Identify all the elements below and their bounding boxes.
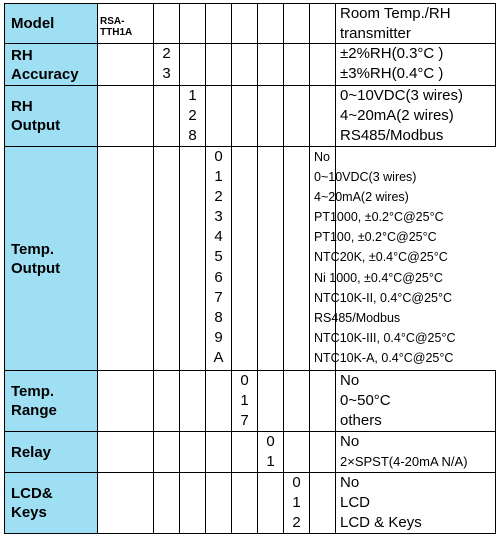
desc-line: RS485/Modbus	[314, 310, 401, 325]
digit: 6	[214, 268, 223, 286]
empty-cell	[180, 44, 206, 86]
rh-accuracy-desc	[336, 44, 496, 86]
empty-cell	[284, 147, 310, 371]
lcd-keys-desc	[336, 473, 496, 534]
digit: 2	[162, 45, 171, 62]
digit: 7	[214, 288, 223, 306]
row-temp-output	[5, 147, 496, 371]
label-line: RH	[11, 98, 33, 115]
empty-cell	[232, 473, 258, 534]
label-line: Temp.	[11, 383, 55, 400]
label-line: RH	[11, 46, 33, 64]
digit: A	[213, 348, 224, 366]
digit: 5	[214, 248, 223, 266]
empty-cell	[98, 86, 154, 147]
empty-cell	[180, 147, 206, 371]
empty-cell	[154, 371, 180, 432]
digit: 1	[188, 87, 197, 104]
label-line: Range	[11, 402, 57, 419]
label-model-text: Model	[11, 15, 55, 32]
desc-line: 2×SPST(4-20mA N/A)	[340, 453, 468, 469]
empty-cell	[154, 432, 180, 473]
digit: 7	[240, 411, 249, 429]
digit: 0	[266, 433, 275, 450]
row-lcd-keys	[5, 473, 496, 534]
desc-line: No	[340, 372, 360, 389]
desc-line: RS485/Modbus	[340, 126, 444, 144]
empty-cell	[310, 432, 336, 473]
digit: 1	[214, 168, 223, 186]
empty-cell	[98, 432, 154, 473]
label-line: Output	[11, 117, 61, 134]
row-rh-output	[5, 86, 496, 147]
desc-line: NTC20K, ±0.4°C@25°C	[314, 250, 448, 265]
empty-cell	[154, 86, 180, 147]
empty-cell	[310, 371, 336, 432]
empty-cell	[154, 147, 180, 371]
model-code-cell	[98, 4, 154, 44]
desc-line: others	[340, 411, 382, 429]
digit: 1	[292, 493, 301, 511]
empty-cell	[98, 147, 154, 371]
desc-line: LCD	[340, 493, 371, 511]
lcd-keys-digits	[284, 473, 310, 534]
empty-cell	[310, 473, 336, 534]
empty-cell	[154, 4, 180, 44]
model-code: RSA-TTH1A	[100, 16, 133, 38]
digit: 9	[214, 328, 223, 346]
label-line: LCD&	[11, 484, 53, 502]
empty-cell	[232, 432, 258, 473]
row-model	[5, 4, 496, 44]
label-rh-accuracy	[5, 44, 98, 86]
desc-line: NTC10K-II, 0.4°C@25°C	[314, 290, 453, 305]
desc-line: LCD & Keys	[340, 513, 422, 531]
digit: 3	[214, 208, 223, 226]
label-line: Output	[11, 259, 61, 277]
rh-output-digits	[180, 86, 206, 147]
empty-cell	[180, 473, 206, 534]
empty-cell	[98, 44, 154, 86]
digit: 2	[292, 513, 301, 531]
temp-output-desc	[310, 147, 456, 371]
desc-line: Ni 1000, ±0.4°C@25°C	[314, 270, 443, 285]
empty-cell	[284, 44, 310, 86]
desc-line: No	[340, 474, 360, 491]
rh-accuracy-digits	[154, 44, 180, 86]
empty-cell	[180, 371, 206, 432]
empty-cell	[258, 473, 284, 534]
desc-line: NTC10K-A, 0.4°C@25°C	[314, 350, 454, 365]
empty-cell	[206, 432, 232, 473]
label-temp-output	[5, 147, 98, 371]
digit: 0	[240, 372, 249, 389]
empty-cell	[258, 147, 284, 371]
empty-cell	[206, 371, 232, 432]
empty-cell	[154, 473, 180, 534]
digit: 3	[162, 64, 171, 82]
empty-cell	[232, 86, 258, 147]
label-lcd-keys	[5, 473, 98, 534]
desc-line: PT100, ±0.2°C@25°C	[314, 230, 437, 245]
digit: 0	[214, 148, 223, 165]
empty-cell	[232, 44, 258, 86]
label-line: Keys	[11, 503, 47, 521]
empty-cell	[258, 86, 284, 147]
desc-line: NTC10K-III, 0.4°C@25°C	[314, 330, 456, 345]
empty-cell	[206, 473, 232, 534]
empty-cell	[206, 86, 232, 147]
label-relay	[5, 432, 98, 473]
desc-line: 0~10VDC(3 wires)	[340, 87, 463, 104]
desc-line: 0~10VDC(3 wires)	[314, 170, 417, 185]
temp-range-desc	[336, 371, 496, 432]
digit: 8	[214, 308, 223, 326]
model-desc	[336, 4, 496, 44]
empty-cell	[284, 432, 310, 473]
temp-output-digits	[206, 147, 232, 371]
desc-line: transmitter	[340, 24, 411, 42]
desc-line: No	[314, 150, 330, 164]
desc-line: ±2%RH(0.3°C )	[340, 45, 444, 62]
empty-cell	[180, 432, 206, 473]
desc-line: 0~50°C	[340, 391, 391, 409]
digit: 2	[188, 106, 197, 124]
digit: 2	[214, 188, 223, 206]
temp-range-digits	[232, 371, 258, 432]
digit: 1	[266, 452, 275, 470]
desc-line: Room Temp./RH	[340, 5, 451, 22]
empty-cell	[206, 44, 232, 86]
row-relay	[5, 432, 496, 473]
empty-cell	[258, 4, 284, 44]
empty-cell	[206, 4, 232, 44]
digit: 4	[214, 228, 223, 246]
digit: 0	[292, 474, 301, 491]
relay-digits	[258, 432, 284, 473]
desc-line: 4~20mA(2 wires)	[340, 106, 454, 124]
empty-cell	[310, 4, 336, 44]
label-rh-output	[5, 86, 98, 147]
empty-cell	[284, 4, 310, 44]
desc-line: No	[340, 433, 360, 450]
desc-line: 4~20mA(2 wires)	[314, 190, 409, 205]
empty-cell	[258, 371, 284, 432]
model-code-table-wrapper	[4, 3, 495, 530]
empty-cell	[284, 371, 310, 432]
empty-cell	[310, 86, 336, 147]
desc-line: ±3%RH(0.4°C )	[340, 64, 444, 82]
empty-cell	[232, 147, 258, 371]
empty-cell	[258, 44, 284, 86]
desc-line: PT1000, ±0.2°C@25°C	[314, 210, 444, 225]
label-line: Temp.	[11, 240, 55, 258]
label-temp-range	[5, 371, 98, 432]
model-code-table	[4, 3, 496, 534]
rh-output-desc	[336, 86, 496, 147]
empty-cell	[180, 4, 206, 44]
empty-cell	[98, 473, 154, 534]
empty-cell	[232, 4, 258, 44]
digit: 1	[240, 391, 249, 409]
empty-cell	[98, 371, 154, 432]
row-rh-accuracy	[5, 44, 496, 86]
label-line: Accuracy	[11, 65, 79, 83]
empty-cell	[284, 86, 310, 147]
relay-desc	[336, 432, 496, 473]
digit: 8	[188, 126, 197, 144]
label-relay-text: Relay	[11, 443, 52, 461]
empty-cell	[310, 44, 336, 86]
row-temp-range	[5, 371, 496, 432]
label-model	[5, 4, 98, 44]
